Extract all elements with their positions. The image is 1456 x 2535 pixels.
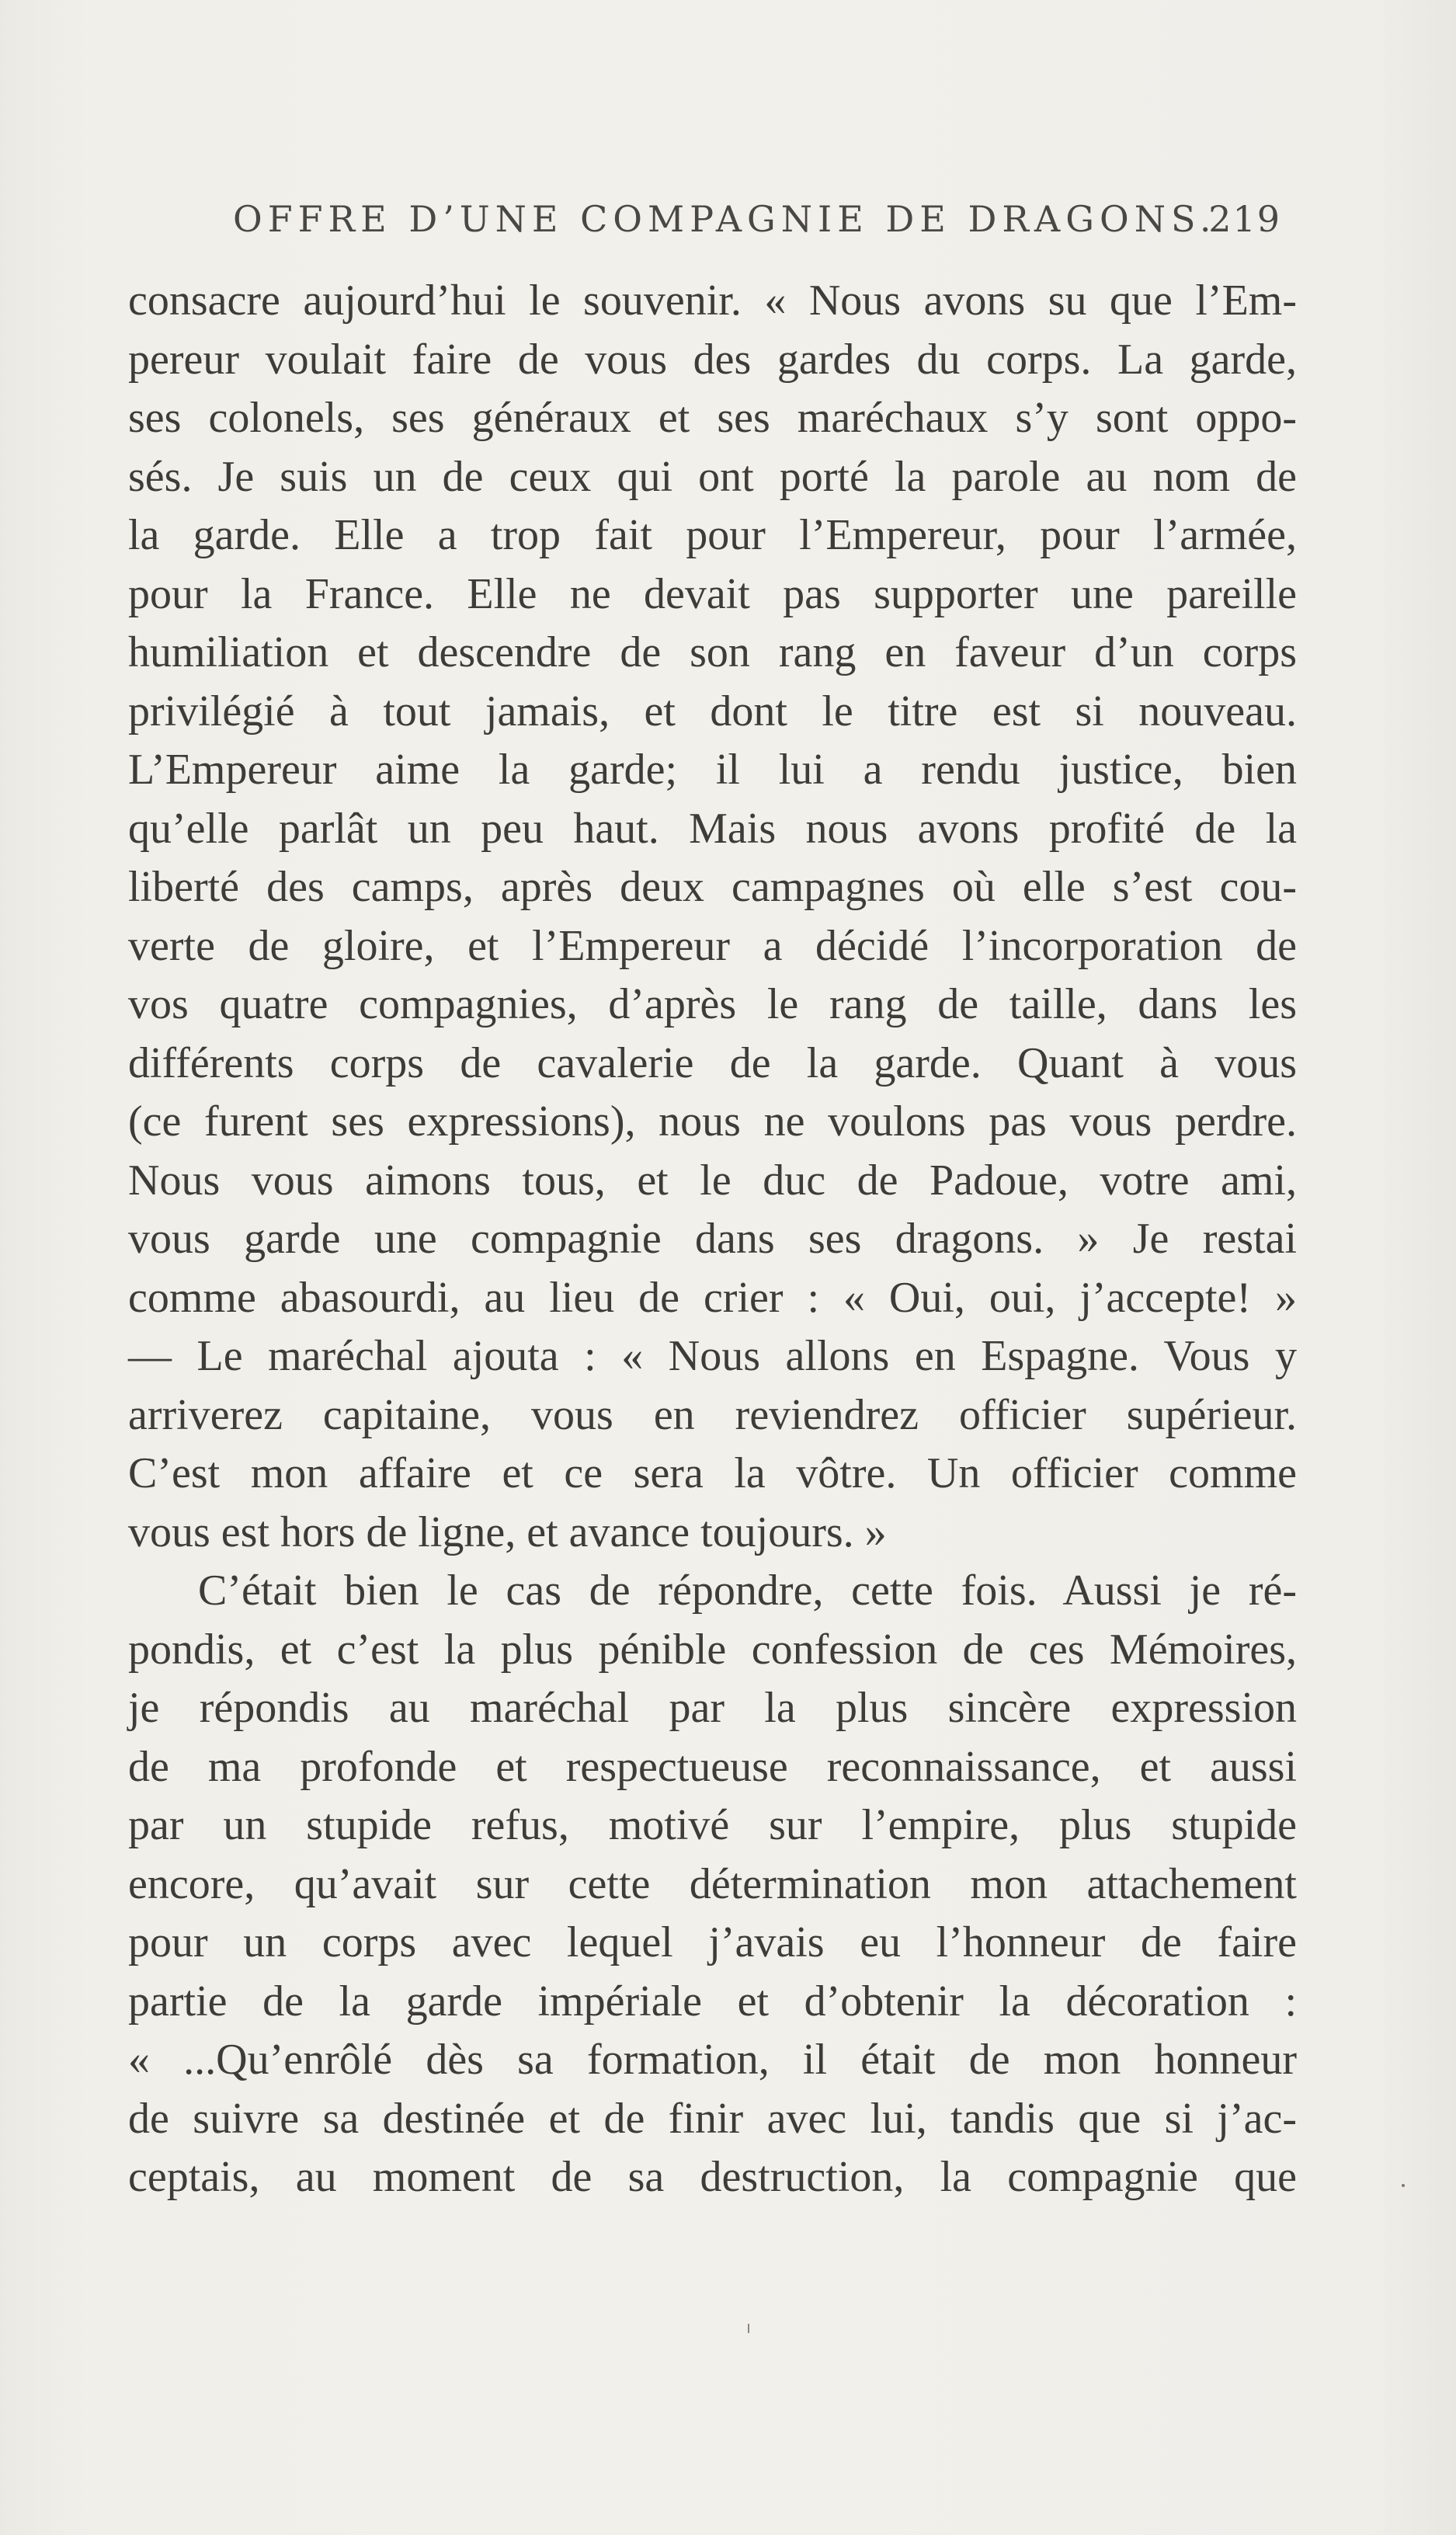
text-line: humiliation et descendre de son rang en faveur d’un corps — [128, 628, 1297, 676]
text-line: Nous vous aimons tous, et le duc de Padoue, votre ami, — [128, 1156, 1297, 1205]
text-line: pour un corps avec lequel j’avais eu l’honneur de faire — [128, 1918, 1297, 1966]
text-line: vos quatre compagnies, d’après le rang de taille, dans les — [128, 980, 1297, 1028]
paper-speck — [1402, 2184, 1405, 2187]
page-number: 219 — [1208, 198, 1281, 240]
text-line: arriverez capitaine, vous en reviendrez officier supérieur. — [128, 1390, 1297, 1439]
text-line: « ...Qu’enrôlé dès sa formation, il était de mon honneur — [128, 2036, 1297, 2084]
text-line: pereur voulait faire de vous des gardes du corps. La garde, — [128, 335, 1297, 384]
text-line: la garde. Elle a trop fait pour l’Empereur, pour l’armée, — [128, 511, 1297, 559]
text-line: (ce furent ses expressions), nous ne voulons pas vous perdre. — [128, 1097, 1297, 1146]
text-line: pondis, et c’est la plus pénible confession de ces Mémoires, — [128, 1625, 1297, 1674]
text-line: comme abasourdi, au lieu de crier : « Oui, oui, j’accepte! » — [128, 1273, 1297, 1322]
paragraph-1 — [128, 272, 1297, 1562]
body-text — [128, 272, 1297, 2207]
text-line: de suivre sa destinée et de finir avec lui, tandis que si j’ac- — [128, 2094, 1297, 2143]
text-line: vous est hors de ligne, et avance toujours. » — [128, 1507, 887, 1556]
text-line: pour la France. Elle ne devait pas supporter une pareille — [128, 569, 1297, 618]
text-line: C’est mon affaire et ce sera la vôtre. Un officier comme — [128, 1449, 1297, 1497]
text-line: C’était bien le cas de répondre, cette fois. Aussi je ré- — [198, 1567, 1297, 1615]
text-line: liberté des camps, après deux campagnes où elle s’est cou- — [128, 863, 1297, 911]
text-line: encore, qu’avait sur cette détermination mon attachement — [128, 1859, 1297, 1908]
text-line: de ma profonde et respectueuse reconnaissance, et aussi — [128, 1742, 1297, 1791]
text-line: consacre aujourd’hui le souvenir. « Nous avons su que l’Em- — [128, 276, 1297, 325]
text-line: partie de la garde impériale et d’obtenir la décoration : — [128, 1977, 1297, 2026]
text-line: qu’elle parlât un peu haut. Mais nous avons profité de la — [128, 804, 1297, 853]
text-line: par un stupide refus, motivé sur l’empire, plus stupide — [128, 1801, 1297, 1849]
text-line: ses colonels, ses généraux et ses maréchaux s’y sont oppo- — [128, 394, 1297, 442]
text-line: vous garde une compagnie dans ses dragons. » Je restai — [128, 1215, 1297, 1263]
text-line: différents corps de cavalerie de la garde. Quant à vous — [128, 1038, 1297, 1087]
text-line: L’Empereur aime la garde; il lui a rendu justice, bien — [128, 746, 1297, 794]
text-line: sés. Je suis un de ceux qui ont porté la parole au nom de — [128, 452, 1297, 501]
text-line: privilégié à tout jamais, et dont le titre est si nouveau. — [128, 687, 1297, 735]
text-line: verte de gloire, et l’Empereur a décidé l’incorporation de — [128, 921, 1297, 970]
text-line: ceptais, au moment de sa destruction, la compagnie que — [128, 2153, 1297, 2201]
running-head — [233, 198, 1281, 252]
text-line: — Le maréchal ajouta : « Nous allons en Espagne. Vous y — [128, 1332, 1297, 1380]
paper-speck — [748, 2324, 749, 2333]
running-title: OFFRE D’UNE COMPAGNIE DE DRAGONS. — [233, 198, 1217, 240]
paragraph-2 — [128, 1562, 1297, 2207]
text-line: je répondis au maréchal par la plus sincère expression — [128, 1684, 1297, 1732]
